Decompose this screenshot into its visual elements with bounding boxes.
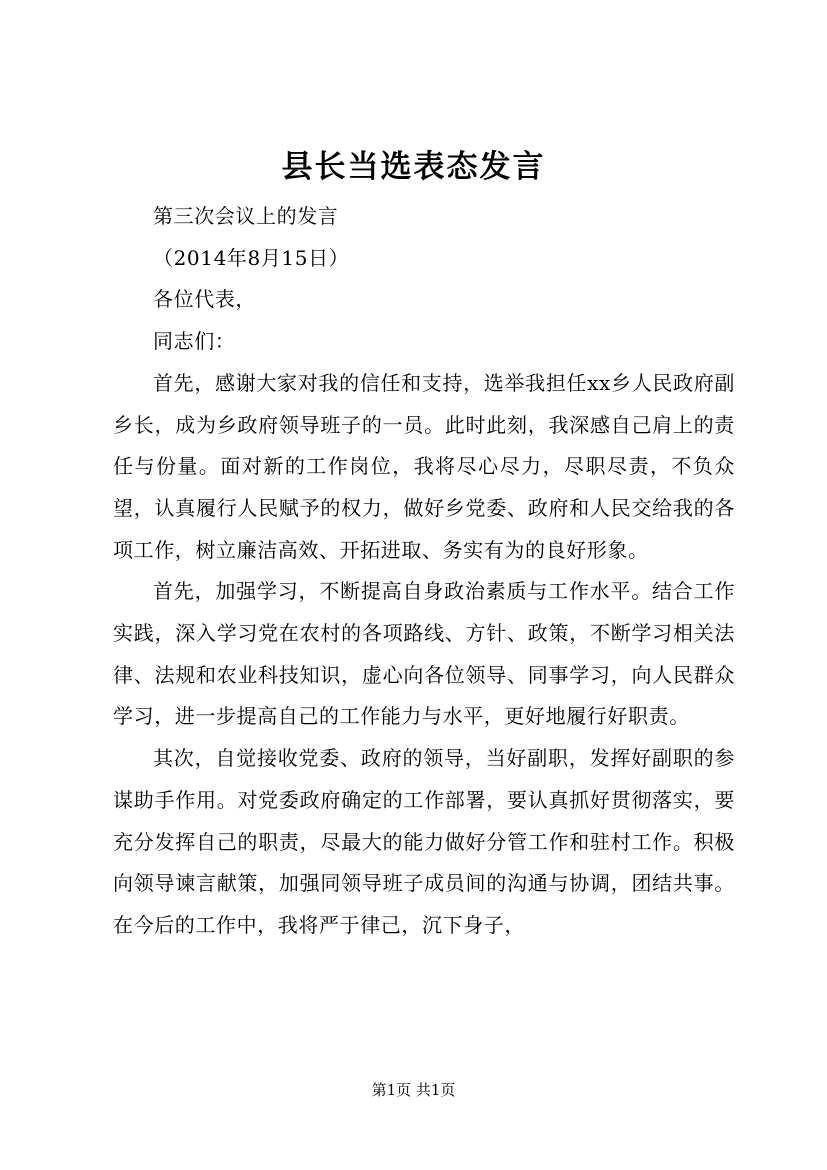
meeting-subtitle: 第三次会议上的发言 — [153, 204, 339, 228]
document-title: 县长当选表态发言 — [281, 149, 546, 185]
salutation-comrades: 同志们： — [153, 329, 236, 354]
meeting-date: （2014年8月15日） — [153, 245, 350, 270]
paragraph-leadership: 其次，自觉接收党委、政府的领导，当好副职，发挥好副职的参谋助手作用。对党委政府确定的工作部署，要认真抓好贯彻落实，要充分发挥自己的职责，尽最大的能力做好分管工作和驻村工作。积极向领导谏言献策，加强同领导班子成员间的沟通与协调，团结共事。在今后的工作中，我将严于律己，沉下身子， — [113, 746, 735, 937]
salutation-delegates: 各位代表， — [153, 287, 256, 312]
page-number-footer: 第1页 共1页 — [371, 1081, 456, 1099]
paragraph-study: 首先，加强学习，不断提高自身政治素质与工作水平。结合工作实践，深入学习党在农村的各项路线、方针、政策，不断学习相关法律、法规和农业科技知识，虚心向各位领导、同事学习，向人民群众学习，进一步提高自己的工作能力与水平，更好地履行好职责。 — [113, 579, 735, 729]
document-body — [113, 196, 735, 947]
paragraph-thanks: 首先，感谢大家对我的信任和支持，选举我担任xx乡人民政府副乡长，成为乡政府领导班子的一员。此时此刻，我深感自己肩上的责任与份量。面对新的工作岗位，我将尽心尽力，尽职尽责，不负众望，认真履行人民赋予的权力，做好乡党委、政府和人民交给我的各项工作，树立廉洁高效、开拓进取、务实有为的良好形象。 — [113, 370, 735, 562]
